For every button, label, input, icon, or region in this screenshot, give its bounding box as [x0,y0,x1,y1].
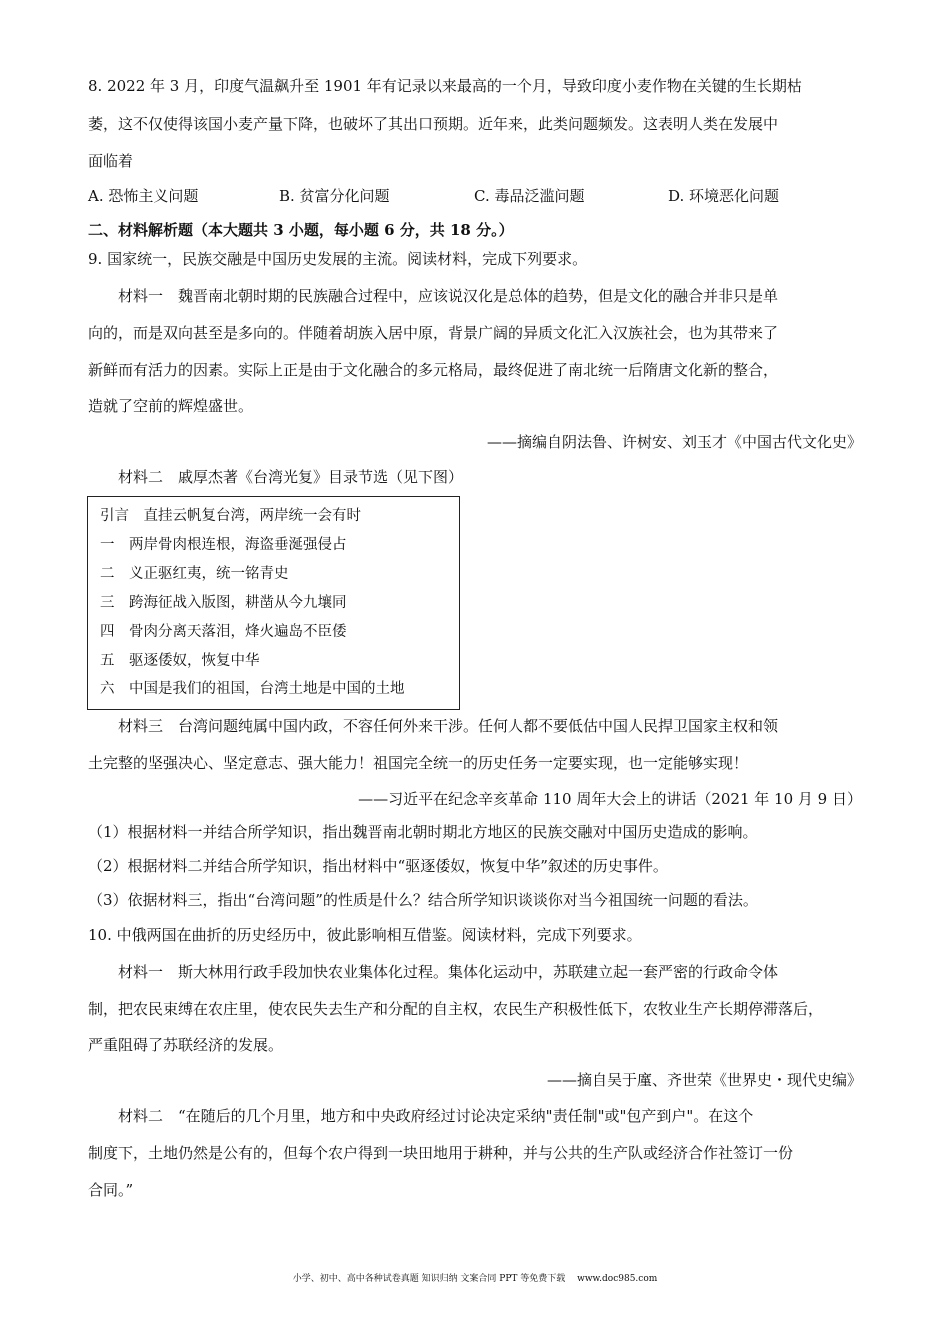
toc-item: 二 义正驱红夷，统一铭青史 [100,566,289,582]
q9-material2-intro: 材料二 戚厚杰著《台湾光复》目录节选（见下图） [118,468,464,486]
toc-item: 五 驱逐倭奴，恢复中华 [100,653,260,669]
q10-intro: 10. 中俄两国在曲折的历史经历中，彼此影响相互借鉴。阅读材料，完成下列要求。 [88,926,642,944]
toc-item: 六 中国是我们的祖国，台湾土地是中国的土地 [100,681,405,697]
toc-item: 一 两岸骨肉根连根，海盗垂涎强侵占 [100,537,347,553]
q9-question-1: （1）根据材料一并结合所学知识，指出魏晋南北朝时期北方地区的民族交融对中国历史造成的影响。 [88,823,758,841]
page-footer: 小学、初中、高中各种试卷真题 知识归纳 文案合同 PPT 等免费下载 www.doc985.com [292,1274,658,1284]
q9-material3-source: ——习近平在纪念辛亥革命 110 周年大会上的讲话（2021 年 10 月 9 日） [358,790,862,808]
q8-line-1: 8. 2022 年 3 月，印度气温飙升至 1901 年有记录以来最高的一个月，导致印度小麦作物在关键的生长期枯 [88,77,802,95]
q9-material1-line-2: 向的，而是双向甚至是多向的。伴随着胡族入居中原，背景广阔的异质文化汇入汉族社会，也为其带来了 [88,324,779,342]
q10-material2-line-2: 制度下，土地仍然是公有的，但每个农户得到一块田地用于耕种，并与公共的生产队或经济合作社签订一份 [88,1144,794,1162]
q8-option-a: A. 恐怖主义问题 [88,187,199,205]
q8-line-3: 面临着 [88,152,134,170]
q10-material1-line-1: 材料一 斯大林用行政手段加快农业集体化过程。集体化运动中，苏联建立起一套严密的行政命令体 [118,963,779,981]
q10-material2-line-1: 材料二 “在随后的几个月里，地方和中央政府经过讨论决定采纳"责任制"或"包产到户"。在这个 [118,1107,754,1125]
q8-option-c: C. 毒品泛滥问题 [474,187,585,205]
q8-line-2: 萎，这不仅使得该国小麦产量下降，也破坏了其出口预期。近年来，此类问题频发。这表明人类在发展中 [88,115,779,133]
section-heading: 二、材料解析题（本大题共 3 小题，每小题 6 分，共 18 分。） [88,221,514,239]
q9-question-3: （3）依据材料三，指出“台湾问题”的性质是什么？结合所学知识谈谈你对当今祖国统一问题的看法。 [88,891,758,909]
q9-material1-line-1: 材料一 魏晋南北朝时期的民族融合过程中，应该说汉化是总体的趋势，但是文化的融合并非只是单 [118,287,779,305]
q10-material1-line-2: 制，把农民束缚在农庄里，使农民失去生产和分配的自主权，农民生产积极性低下，农牧业生产长期停滞落后， [88,1000,824,1018]
q9-question-2: （2）根据材料二并结合所学知识，指出材料中“驱逐倭奴，恢复中华”叙述的历史事件。 [88,857,668,875]
q10-material1-line-3: 严重阻碍了苏联经济的发展。 [88,1036,284,1054]
toc-item: 引言 直挂云帆复台湾，两岸统一会有时 [100,508,361,524]
q9-material3-line-2: 土完整的坚强决心、坚定意志、强大能力！祖国完全统一的历史任务一定要实现，也一定能够实现！ [88,754,749,772]
q9-material3-line-1: 材料三 台湾问题纯属中国内政，不容任何外来干涉。任何人都不要低估中国人民捍卫国家主权和领 [118,717,779,735]
q10-material1-source: ——摘自吴于廑、齐世荣《世界史・现代史编》 [546,1071,862,1089]
q8-option-d: D. 环境恶化问题 [668,187,780,205]
q10-material2-line-3: 合同。” [88,1181,134,1199]
q8-option-b: B. 贫富分化问题 [279,187,390,205]
toc-item: 四 骨肉分离天落泪，烽火遍岛不臣倭 [100,624,347,640]
q9-material1-line-4: 造就了空前的辉煌盛世。 [88,397,254,415]
q9-material1-line-3: 新鲜而有活力的因素。实际上正是由于文化融合的多元格局，最终促进了南北统一后隋唐文化新的整合， [88,361,779,379]
q9-material1-source: ——摘编自阴法鲁、许树安、刘玉才《中国古代文化史》 [486,433,862,451]
toc-item: 三 跨海征战入版图，耕凿从今九壤同 [100,595,347,611]
table-of-contents-box [87,496,460,710]
q9-intro: 9. 国家统一，民族交融是中国历史发展的主流。阅读材料，完成下列要求。 [88,250,588,268]
